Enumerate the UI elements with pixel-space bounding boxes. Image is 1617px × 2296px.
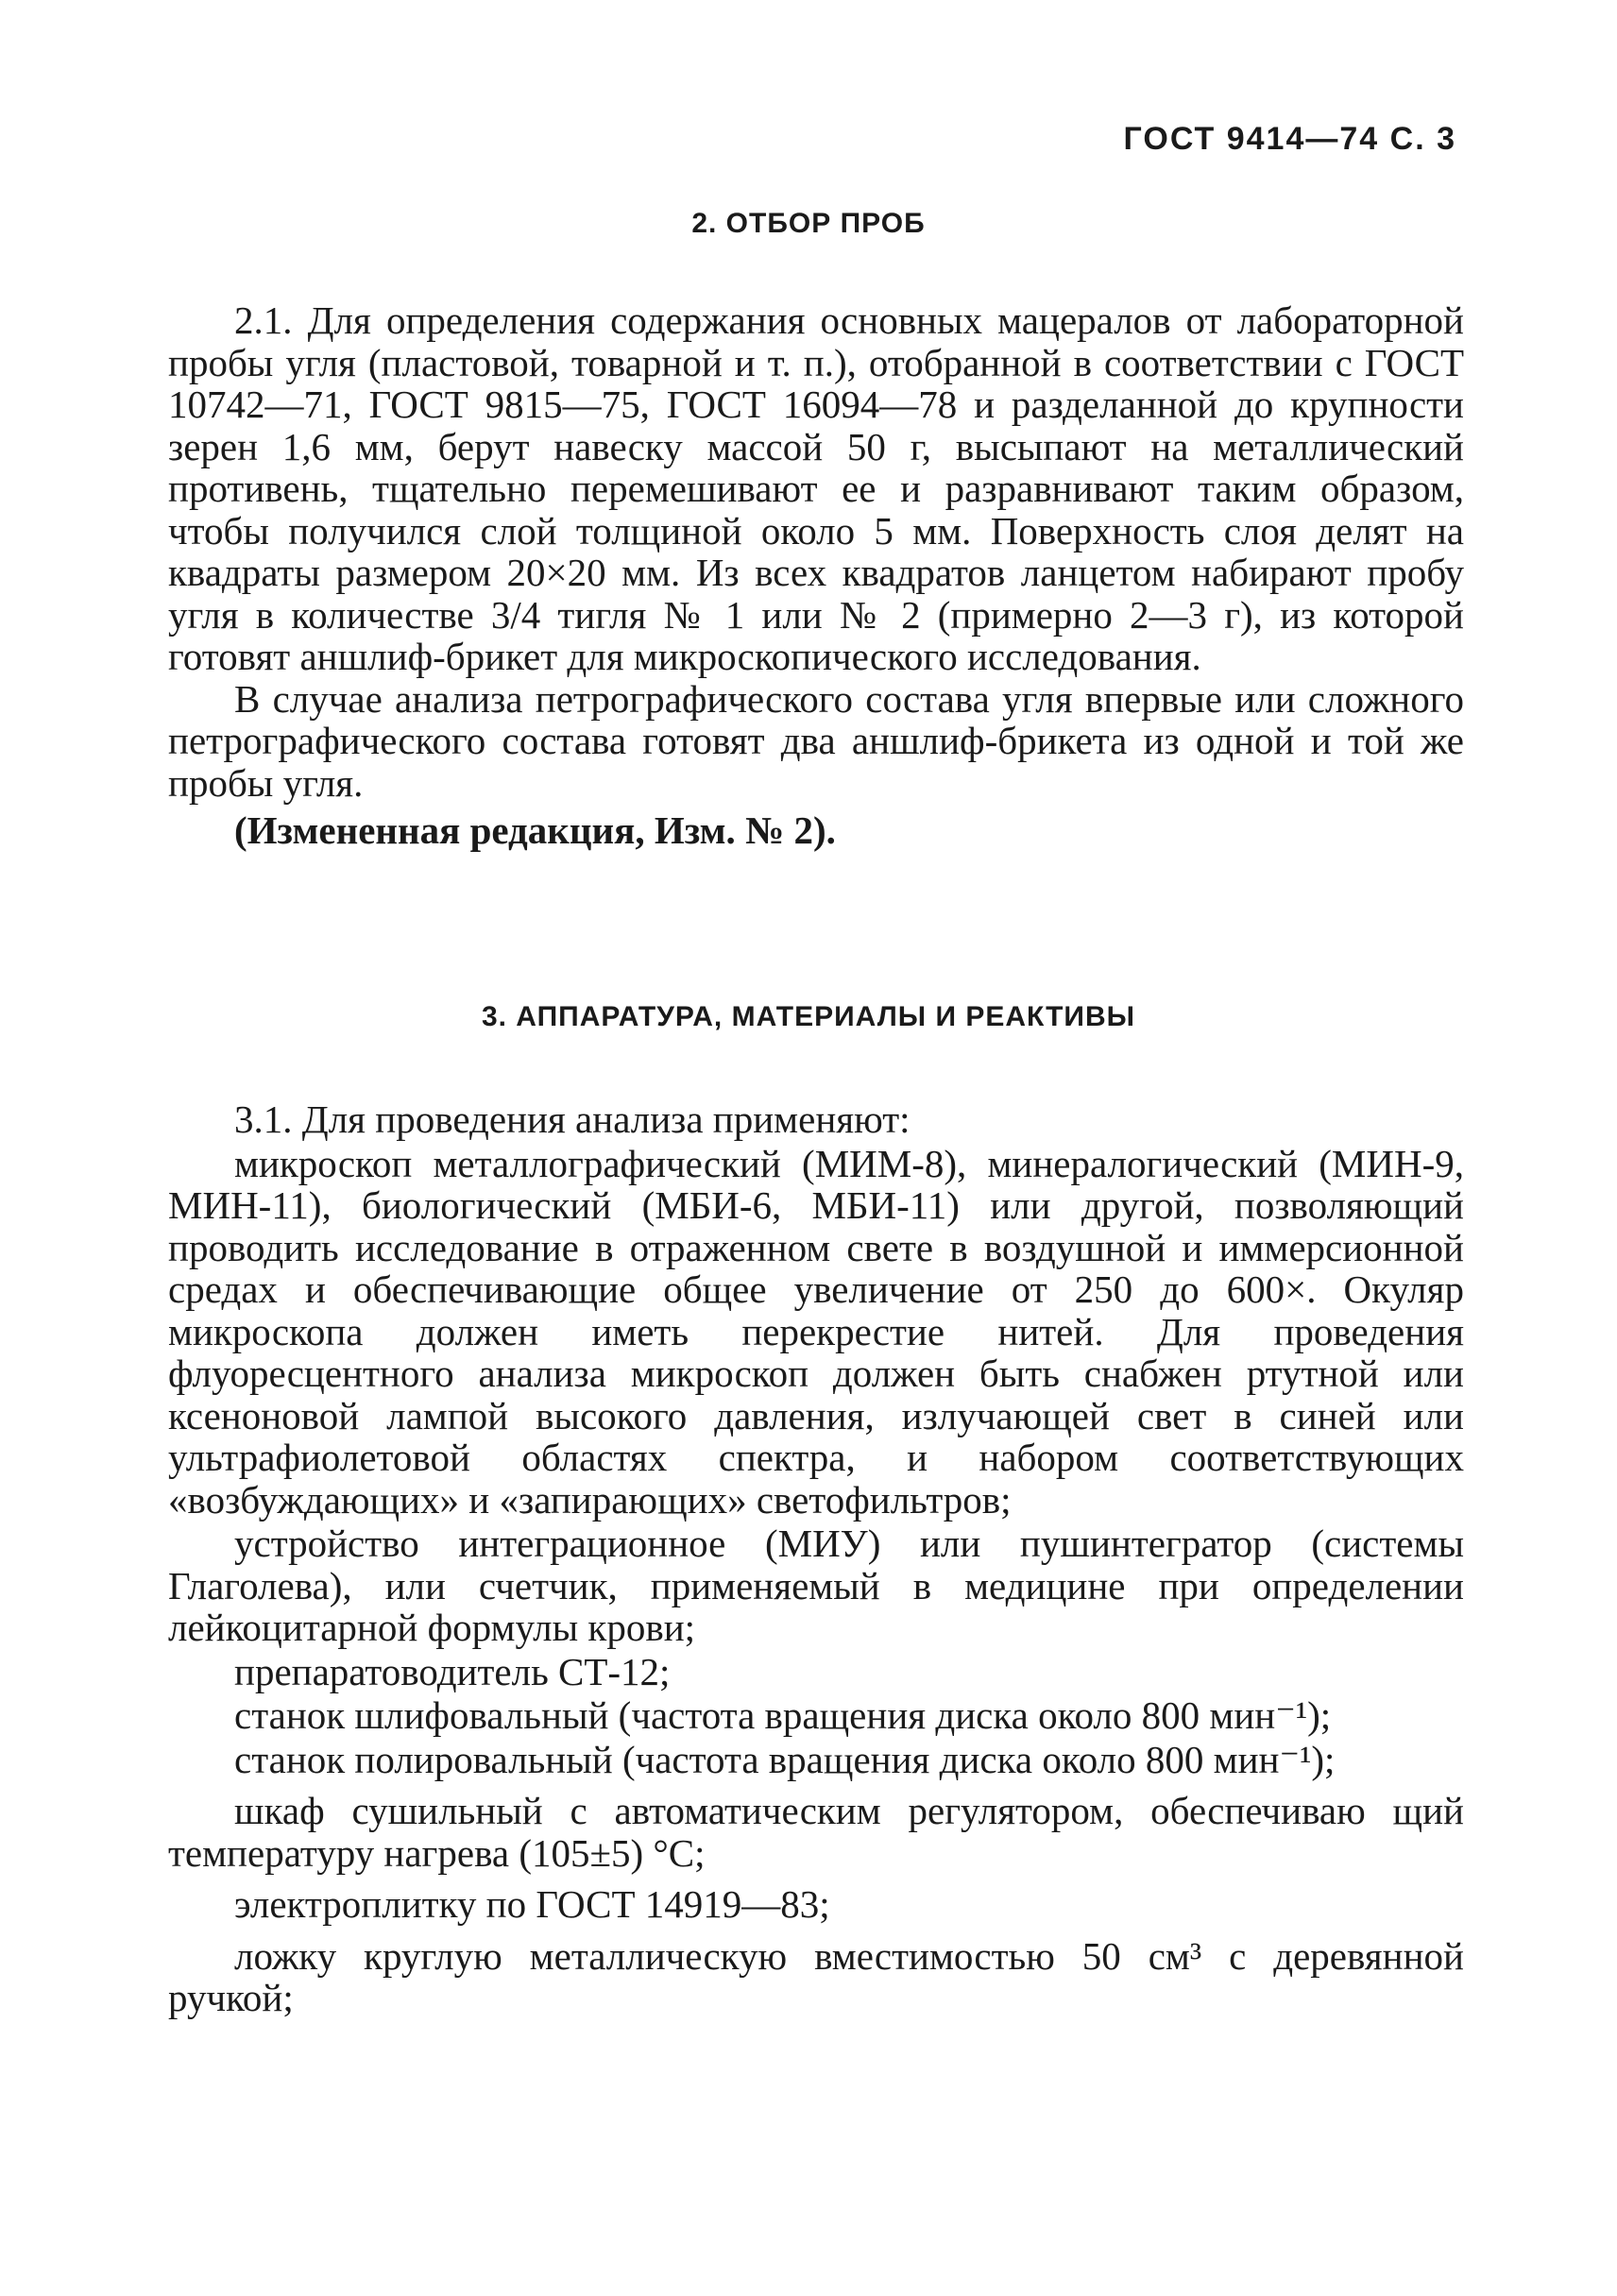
section-2-body <box>168 299 1464 852</box>
list-item-integrator: устройство интеграционное (МИУ) или пушинтегратор (системы Глаголева), или счетчик, применяемый в медицине при определении лейкоцитарной формулы крови; <box>168 1522 1464 1649</box>
list-item-polishing-machine: станок полировальный (частота вращения диска около 800 мин⁻¹); <box>234 1737 1336 1781</box>
section-3-body <box>168 1098 1464 2019</box>
list-item-hot-plate: электроплитку по ГОСТ 14919—83; <box>234 1882 830 1926</box>
page-header: ГОСТ 9414—74 С. 3 <box>1123 121 1456 157</box>
list-item-spoon: ложку круглую металлическую вместимостью 50 см³ с деревянной ручкой; <box>168 1933 1464 2019</box>
list-item-microscope: микроскоп металлографический (МИМ-8), минералогический (МИН-9, МИН-11), биологический (МБИ-6, МБИ-11) или другой, позволяющий проводить исследование в отраженном свете в воздушной и иммерсионной средах и обеспечивающие общее увеличение от 250 до 600×. Окуляр микроскопа должен иметь перекрестие нитей. Для проведения флуоресцентного анализа микроскоп должен быть снабжен ртутной или ксеноновой лампой высокого давления, излучающей свет в синей или ультрафиолетовой областях спектра, и набором соответствующих «возбуждающих» и «запирающих» светофильтров; <box>168 1141 1464 1522</box>
paragraph-2-1-note: В случае анализа петрографического состава угля впервые или сложного петрографического состава готовят два аншлиф-брикета из одной и той же пробы угля. <box>168 676 1464 805</box>
paragraph-3-1-intro: 3.1. Для проведения анализа применяют: <box>234 1097 911 1141</box>
paragraph-2-1: 2.1. Для определения содержания основных мацералов от лабораторной пробы угля (пластовой, товарной и т. п.), отобранной в соответствии с ГОСТ 10742—71, ГОСТ 9815—75, ГОСТ 16094—78 и разделанной до крупности зерен 1,6 мм, берут навеску массой 50 г, высыпают на металлический противень, тщательно перемешивают ее и разравнивают таким образом, чтобы получился слой толщиной около 5 мм. Поверхность слоя делят на квадраты размером 20×20 мм. Из всех квадратов ланцетом набирают пробу угля в количестве 3/4 тигля № 1 или № 2 (примерно 2—3 г), из которой готовят аншлиф-брикет для микроскопического исследования. <box>168 298 1464 678</box>
section-3-title: 3. АППАРАТУРА, МАТЕРИАЛЫ И РЕАКТИВЫ <box>481 1001 1136 1032</box>
list-item-slide-holder: препаратоводитель СТ-12; <box>234 1649 671 1693</box>
amendment-note: (Измененная редакция, Изм. № 2). <box>234 808 836 852</box>
section-2-title: 2. ОТБОР ПРОБ <box>691 208 926 239</box>
list-item-drying-oven: шкаф сушильный с автоматическим регулятором, обеспечиваю щий температуру нагрева (105±5) °С; <box>168 1789 1464 1875</box>
list-item-grinding-machine: станок шлифовальный (частота вращения диска около 800 мин⁻¹); <box>234 1693 1332 1737</box>
